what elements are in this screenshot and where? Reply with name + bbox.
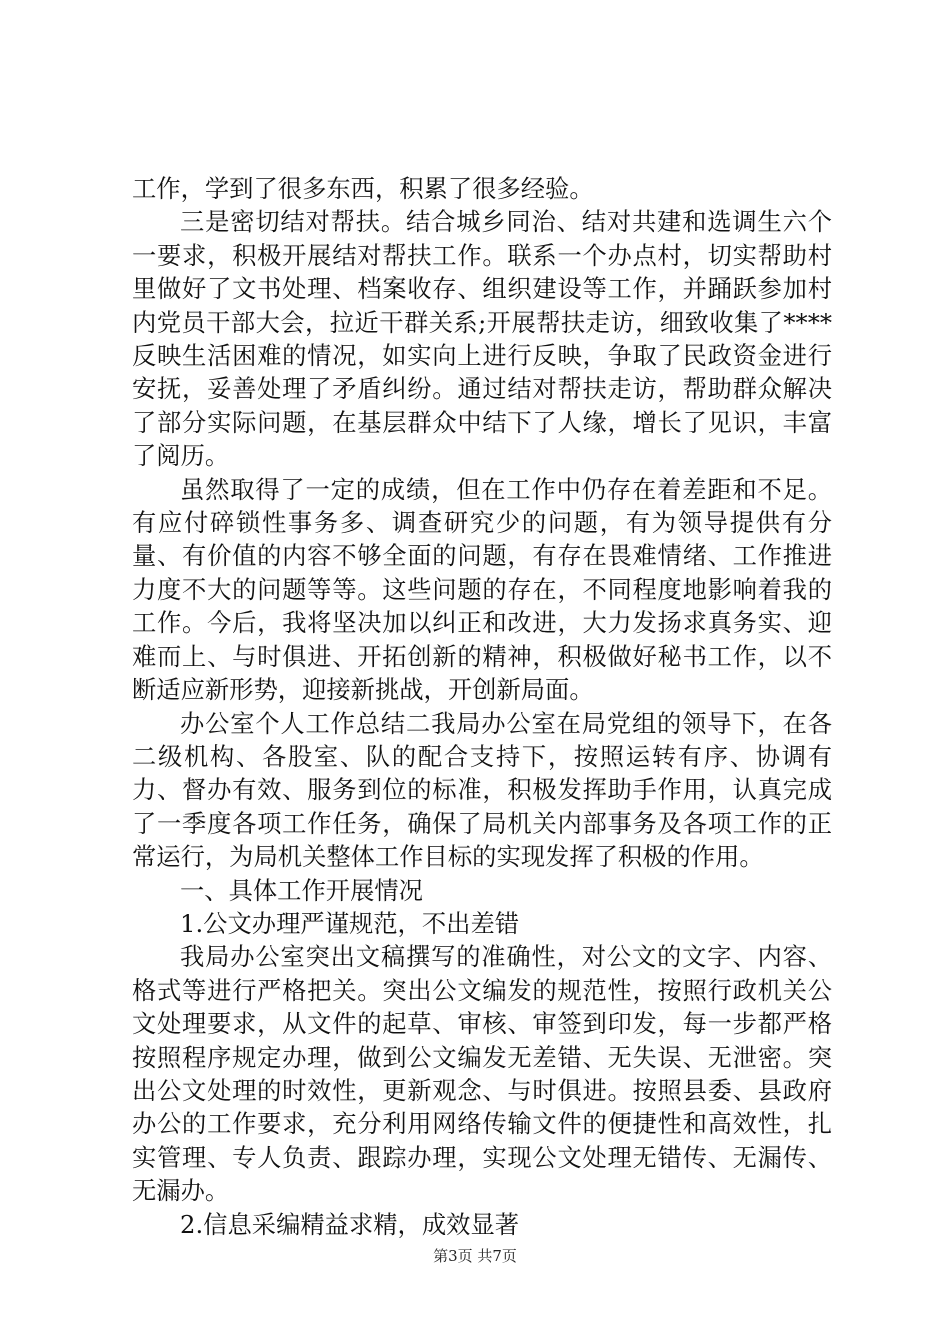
paragraph-shortcomings: 虽然取得了一定的成绩，但在工作中仍存在着差距和不足。有应付碎锁性事务多、调查研究少的问题，有为领导提供有分量、有价值的内容不够全面的问题，有存在畏难情绪、工作推进力度不大的问题等等。这些问题的存在，不同程度地影响着我的工作。今后，我将坚决加以纠正和改进，大力发扬求真务实、迎难而上、与时俱进、开拓创新的精神，积极做好秘书工作，以不断适应新形势，迎接新挑战，开创新局面。 [132,474,832,705]
paragraph-document-handling: 我局办公室突出文稿撰写的准确性，对公文的文字、内容、格式等进行严格把关。突出公文编发的规范性，按照行政机关公文处理要求，从文件的起草、审核、审签到印发，每一步都严格按照程序规定办理，做到公文编发无差错、无失误、无泄密。突出公文处理的时效性，更新观念、与时俱进。按照县委、县政府办公的工作要求，充分利用网络传输文件的便捷性和高效性，扎实管理、专人负责、跟踪办理，实现公文处理无错传、无漏传、无漏办。 [132,942,832,1206]
paragraph-continuation: 工作，学到了很多东西，积累了很多经验。 [132,174,594,203]
section-heading-work-status: 一、具体工作开展情况 [180,875,423,905]
page-number-footer: 第3页 共7页 [433,1247,517,1265]
paragraph-summary-two-intro: 办公室个人工作总结二我局办公室在局党组的领导下，在各二级机构、各股室、队的配合支持下，按照运转有序、协调有力、督办有效、服务到位的标准，积极发挥助手作用，认真完成了一季度各项工作任务，确保了局机关内部事务及各项工作的正常运行，为局机关整体工作目标的实现发挥了积极的作用。 [132,708,832,872]
paragraph-pairing-assistance: 三是密切结对帮扶。结合城乡同治、结对共建和选调生六个一要求，积极开展结对帮扶工作。联系一个办点村，切实帮助村里做好了文书处理、档案收存、组织建设等工作，并踊跃参加村内党员干部大会，拉近干群关系;开展帮扶走访，细致收集了****反映生活困难的情况，如实向上进行反映，争取了民政资金进行安抚，妥善处理了矛盾纠纷。通过结对帮扶走访，帮助群众解决了部分实际问题，在基层群众中结下了人缘，增长了见识，丰富了阅历。 [132,207,832,471]
subheading-document-handling: 1.公文办理严谨规范，不出差错 [180,908,520,938]
subheading-information-editing: 2.信息采编精益求精，成效显著 [180,1209,520,1239]
document-body [132,172,832,1241]
